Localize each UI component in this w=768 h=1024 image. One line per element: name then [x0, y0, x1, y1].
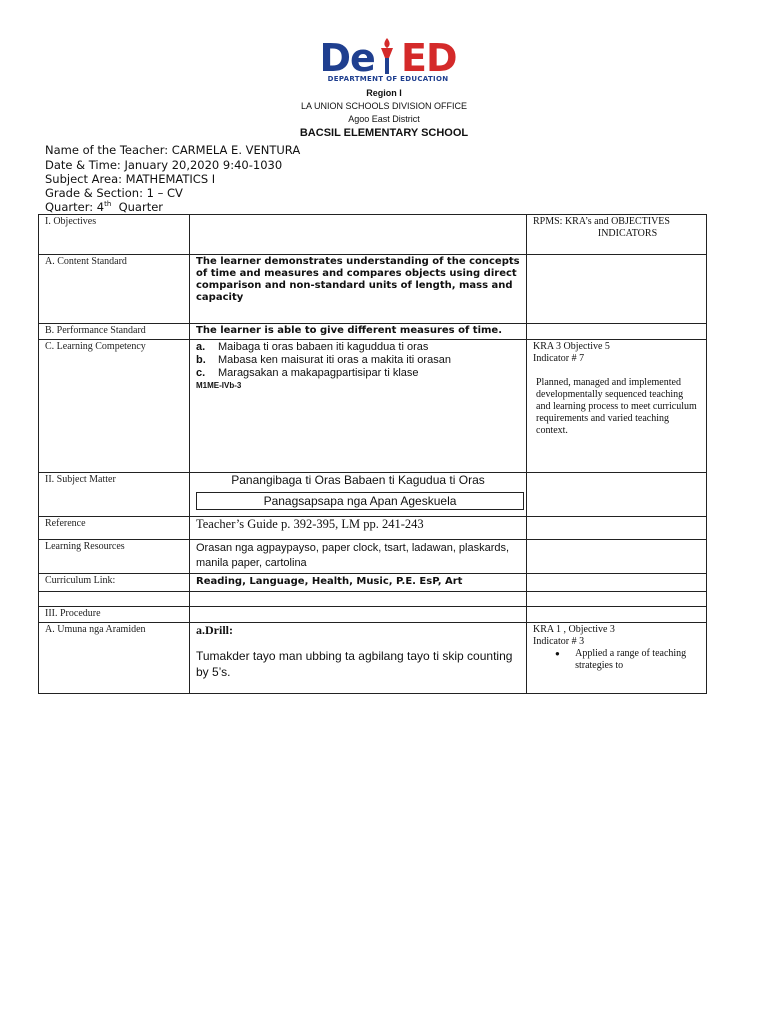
date-time: Date & Time: January 20,2020 9:40-1030	[45, 158, 283, 172]
table-row	[39, 540, 707, 574]
table-row	[39, 517, 707, 540]
quarter	[45, 200, 163, 214]
district-label: Agoo East District	[348, 114, 420, 124]
kra1-label: KRA 1 , Objective 3	[533, 624, 615, 635]
table-row	[39, 340, 707, 473]
kra3-description: Planned, managed and implemented developmentally sequenced teaching and learning process to meet curriculum requirements and varied teaching context.	[536, 377, 697, 436]
content-standard-label: A. Content Standard	[39, 255, 190, 324]
performance-standard: The learner is able to give different measures of time.	[190, 324, 527, 340]
quarter-suffix: Quarter	[111, 200, 164, 214]
list-item: b. Mabasa ken maisurat iti oras a makita iti orasan	[196, 354, 451, 366]
curriculum-label: Curriculum Link:	[39, 574, 190, 592]
drill-text: Tumakder tayo man ubbing ta agbilang tayo ti skip counting by 5’s.	[196, 649, 513, 679]
resources-label: Learning Resources	[39, 540, 190, 574]
deped-logo	[296, 36, 480, 86]
table-row	[39, 574, 707, 592]
table-row	[39, 607, 707, 623]
rpms-indicators: INDICATORS	[597, 228, 658, 239]
objectives-label: I. Objectives	[39, 215, 190, 255]
drill-cell	[190, 623, 527, 694]
reference: Teacher’s Guide p. 392-395, LM pp. 241-243	[190, 517, 527, 540]
kra3-label: KRA 3 Objective 5	[533, 341, 610, 352]
drill-title: a.Drill:	[196, 623, 233, 637]
kra3-cell	[527, 340, 707, 473]
table-row	[39, 592, 707, 607]
rpms-heading-cell	[527, 215, 707, 255]
table-row	[39, 324, 707, 340]
list-item: a. Maibaga ti oras babaen iti kaguddua ti oras	[196, 341, 429, 353]
region-label: Region I	[366, 88, 402, 98]
table-row	[39, 255, 707, 324]
indicator3-label: Indicator # 3	[533, 636, 585, 647]
rpms-heading: RPMS: KRA’s and OBJECTIVES	[533, 216, 670, 227]
subject-matter-label: II. Subject Matter	[39, 473, 190, 517]
curriculum: Reading, Language, Health, Music, P.E. EsP, Art	[190, 574, 527, 592]
teacher-name: Name of the Teacher: CARMELA E. VENTURA	[45, 143, 301, 157]
school-name: BACSIL ELEMENTARY SCHOOL	[299, 127, 469, 139]
resources: Orasan nga agpaypayso, paper clock, tsart, ladawan, plaskards, manila paper, cartolina	[190, 540, 527, 574]
competency-list	[196, 341, 520, 380]
umuna-label: A. Umuna nga Aramiden	[39, 623, 190, 694]
reference-label: Reference	[39, 517, 190, 540]
logo-wordmark: De ED	[319, 36, 457, 80]
performance-standard-label: B. Performance Standard	[39, 324, 190, 340]
subject-area: Subject Area: MATHEMATICS I	[45, 172, 216, 186]
table-row	[39, 473, 707, 517]
lesson-plan-table	[38, 214, 707, 694]
subject-matter-cell	[190, 473, 527, 517]
table-row	[39, 623, 707, 694]
grade-section: Grade & Section: 1 – CV	[45, 186, 183, 200]
competency-cell	[190, 340, 527, 473]
subject-matter: Panangibaga ti Oras Babaen ti Kagudua ti Oras	[231, 473, 485, 487]
kra1-bullet-text: Applied a range of teaching strategies to	[575, 648, 687, 671]
quarter-sup: th	[104, 200, 112, 209]
list-item	[533, 648, 700, 672]
quarter-prefix: Quarter: 4	[45, 200, 105, 214]
indicator7-label: Indicator # 7	[533, 353, 585, 364]
table-row	[39, 215, 707, 255]
list-item: c. Maragsakan a makapagpartisipar ti klase	[196, 367, 419, 379]
logo-subtitle: DEPARTMENT OF EDUCATION	[327, 75, 449, 83]
subject-matter-box: Panagsapsapa nga Apan Ageskuela	[196, 492, 524, 510]
bullet-icon: ●	[555, 649, 560, 658]
content-standard: The learner demonstrates understanding of the concepts of time and measures and compares objects using direct comparison and non-standard units of length, mass and capacity	[190, 255, 527, 324]
competency-code: M1ME-IVb-3	[196, 381, 242, 390]
kra1-cell	[527, 623, 707, 694]
procedure-label: III. Procedure	[39, 607, 190, 623]
competency-label: C. Learning Competency	[39, 340, 190, 473]
division-label: LA UNION SCHOOLS DIVISION OFFICE	[300, 101, 468, 111]
